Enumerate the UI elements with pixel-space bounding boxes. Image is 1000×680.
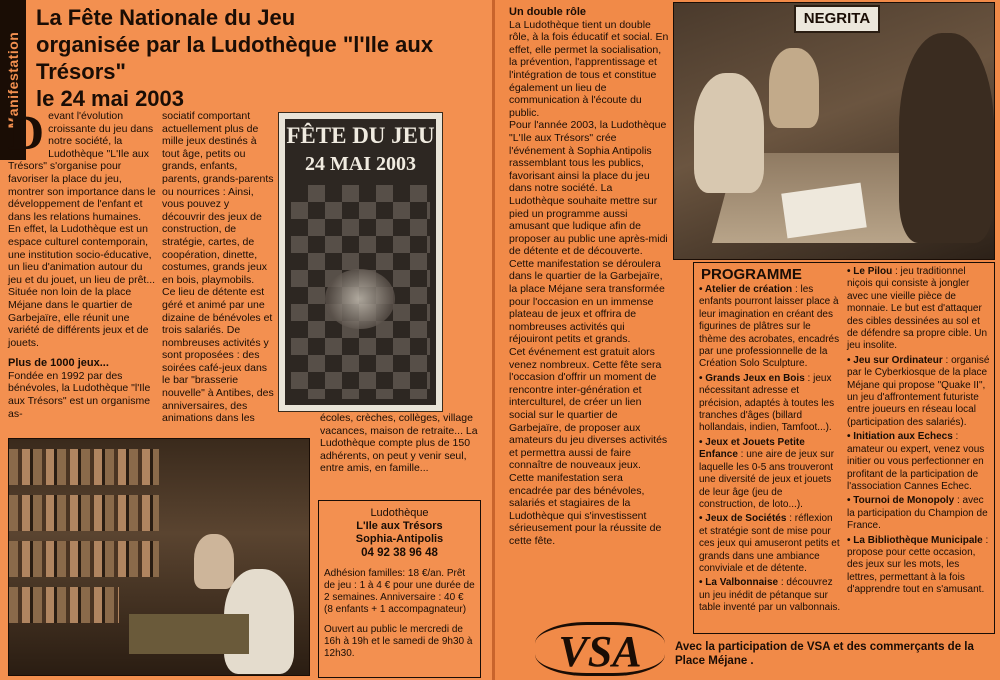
article-headline [36,4,488,112]
contact-phone: 04 92 38 96 48 [361,547,438,559]
programme-item: • La Bibliothèque Municipale : propose pour cette occasion, des jeux sur les mots, les lettres, permettant à la fois d'apprendre tout en s'amusant. [847,534,989,596]
programme-item: • Le Pilou : jeu traditionnel niçois qui consiste à jongler avec une vieille pièce de monnaie. Le but est d'attaquer des cibles dessinées au sol et de défendre sa propre cible. Un jeu insolite. [847,266,988,352]
players-photo [673,2,995,260]
contact-name: L'Ile aux Trésors [356,520,443,532]
contact-horaires: Ouvert au public le mercredi de 16h à 19h et le samedi de 9h30 à 12h30. [324,624,473,659]
dropcap: D [8,104,45,160]
paragraph: Cet événement est gratuit alors venez nombreux. Cette fête sera l'occasion d'offrir un moment de rencontre inter-génération et interculturel, de créer un lien social sur le quartier de Garbejaïre, de proposer aux amateurs du jeu diverses activités et permettra aussi de faire connaître de nouveaux jeux. [509,346,668,472]
article-column-2 [162,110,274,425]
game-table [129,614,249,654]
paragraph: Ce lieu de détente est géré et animé par une dizaine de bénévoles et trois salariés. De nombreuses activités y sont proposées : des soirées café-jeux dans le bar "brasserie nouvelle" à Antibes, des anniversaires, des animations dans les [162,286,274,425]
paragraph: En effet, la Ludothèque est un espace culturel contemporain, une institution socio-éducative, un lieu d'animation autour du jeu et du jouet, un lieu de prêt... [8,223,156,286]
programme-item: • La Valbonnaise : découvrez un jeu inédit de pétanque sur table inventé par un valbonnais. [699,577,841,614]
section-tab-label: Manifestation [5,31,21,129]
vsa-logo: VSA [535,622,665,676]
game-shelf [9,495,159,531]
headline-line-2: organisée par la Ludothèque "l'Ile aux Trésors" [36,32,434,84]
person [769,48,819,128]
game-shelf [9,449,159,485]
right-page [495,0,1000,680]
poster-dancers [325,269,395,329]
person [194,534,234,589]
article-column-4 [509,6,669,548]
programme-item: • Atelier de création : les enfants pourront laisser place à leur imagination en créant des figurines de plâtres sur le thème des acrobates, encadrés par une professionnelle de la Création Solo Sculpture. [699,284,840,370]
contact-tarifs: Adhésion familles: 18 €/an. Prêt de jeu : 1 à 4 € pour une durée de 2 semaines. Anniversaire : 40 € (8 enfants + 1 accompagnateur) [324,568,475,615]
ludotheque-photo [8,438,310,676]
paragraph: Cette manifestation sera encadrée par des bénévoles, salariés et stagiaires de la Ludothèque qui s'investissent sérieusement pour la réussite de cette fête. [509,471,662,547]
game-shelf [9,587,119,623]
poster-date: 24 MAI 2003 [304,153,417,175]
programme-item: • Tournoi de Monopoly : avec la participation du Champion de France. [847,495,988,532]
contact-box [318,500,481,678]
programme-item: • Jeux et Jouets Petite Enfance : une aire de jeux sur laquelle les 0-5 ans trouveront une diversité de jeux et jouets de leur âge (jeu de construction, de loto...). [699,436,835,510]
programme-column-left [699,284,841,617]
paragraph: Fondée en 1992 par des bénévoles, la Ludothèque "l'Ile aux Trésors" est un organisme as- [8,369,151,420]
programme-column-right [847,266,991,599]
programme-title: PROGRAMME [701,266,802,283]
programme-item: • Grands Jeux en Bois : jeux nécessitant adresse et précision, adaptés à toutes les tranches d'âges (billard hollandais, indien, Tamfoot...). [699,372,835,434]
game-shelf [9,541,159,577]
person [899,33,994,243]
contact-title: Ludothèque [370,507,429,519]
paragraph: Située non loin de la place Méjane dans le quartier de Garbejaïre, elle réunit une variété de différents jeux et de jouets. [8,286,149,349]
paragraph: Pour l'année 2003, la Ludothèque "L'Ile aux Trésors" crée l'événement à Sophia Antipolis rassemblant tous les publics, favorisant ainsi la place du jeu dans notre société. La Ludothèque souhaite mettre sur pied un programme aussi amusant que ludique afin de proposer au public une après-midi de détente et de découverte. [509,119,668,258]
programme-item: • Jeux de Sociétés : réflexion et stratégie sont de mise pour ces jeux qui amuseront petits et grands dans une ambiance conviviale et de détente. [699,513,840,574]
left-page [0,0,493,680]
poster-artwork [285,119,436,405]
sponsor-footer: Avec la participation de VSA et des commerçants de la Place Méjane . [675,641,974,667]
programme-item: • Jeu sur Ordinateur : organisé par le Cyberkiosque de la place Méjane qui propose "Quake II", un jeu d'affrontement futuriste entre joueurs en réseau local (participation des salariés). [847,354,990,428]
paragraph: La Ludothèque tient un double rôle, à la fois éducatif et social. En effet, elle permet la socialisation, la prévention, l'apprentissage et l'intégration de tous et constitue également un lieu de communication à l'écoute du public. [509,18,669,119]
paragraph: écoles, crèches, collèges, village vacances, maison de retraite... La Ludothèque compte plus de 150 adhérents, on peut y venir seul, entre amis, en famille... [320,412,478,475]
poster-title: FÊTE DU JEU [286,123,435,148]
person [694,73,764,193]
programme-item: • Initiation aux Echecs : amateur ou expert, venez vous initier ou vous perfectionner en profitant de la participation de l'association Cannes Echec. [847,431,985,492]
intro-paragraph: Devant l'évolution croissante du jeu dans notre société, la Ludothèque "L'Ile aux Trésors" s'organise pour favoriser la place du jeu, montrer son importance dans le développement de l'enfant et dans les relations humaines. [8,104,156,223]
headline-line-3: le 24 mai 2003 [36,86,185,111]
subheading: Plus de 1000 jeux... [8,357,109,370]
headline-line-1: La Fête Nationale du Jeu [36,5,296,30]
event-poster [278,112,443,412]
article-column-3 [320,412,488,475]
subheading: Un double rôle [509,6,586,18]
negrita-sign: NEGRITA [794,5,880,33]
paragraph: sociatif comportant actuellement plus de mille jeux destinés à tout âge, petits ou grands, enfants, parents, grands-parents ou nourrices : Ainsi, vous pouvez y découvrir des jeux de construction, de stratégie, cartes, de coopération, dinette, costumes, grands jeux en bois, playmobils. [162,110,274,286]
article-column-1 [8,104,156,420]
paragraph: Cette manifestation se déroulera dans le quartier de la Garbejaïre, la place Méjane sera transformée pour l'occasion en un immense plateau de jeux et offrira de nombreuses activités qui réjouiront petits et grands. [509,257,665,346]
contact-city: Sophia-Antipolis [355,533,444,545]
